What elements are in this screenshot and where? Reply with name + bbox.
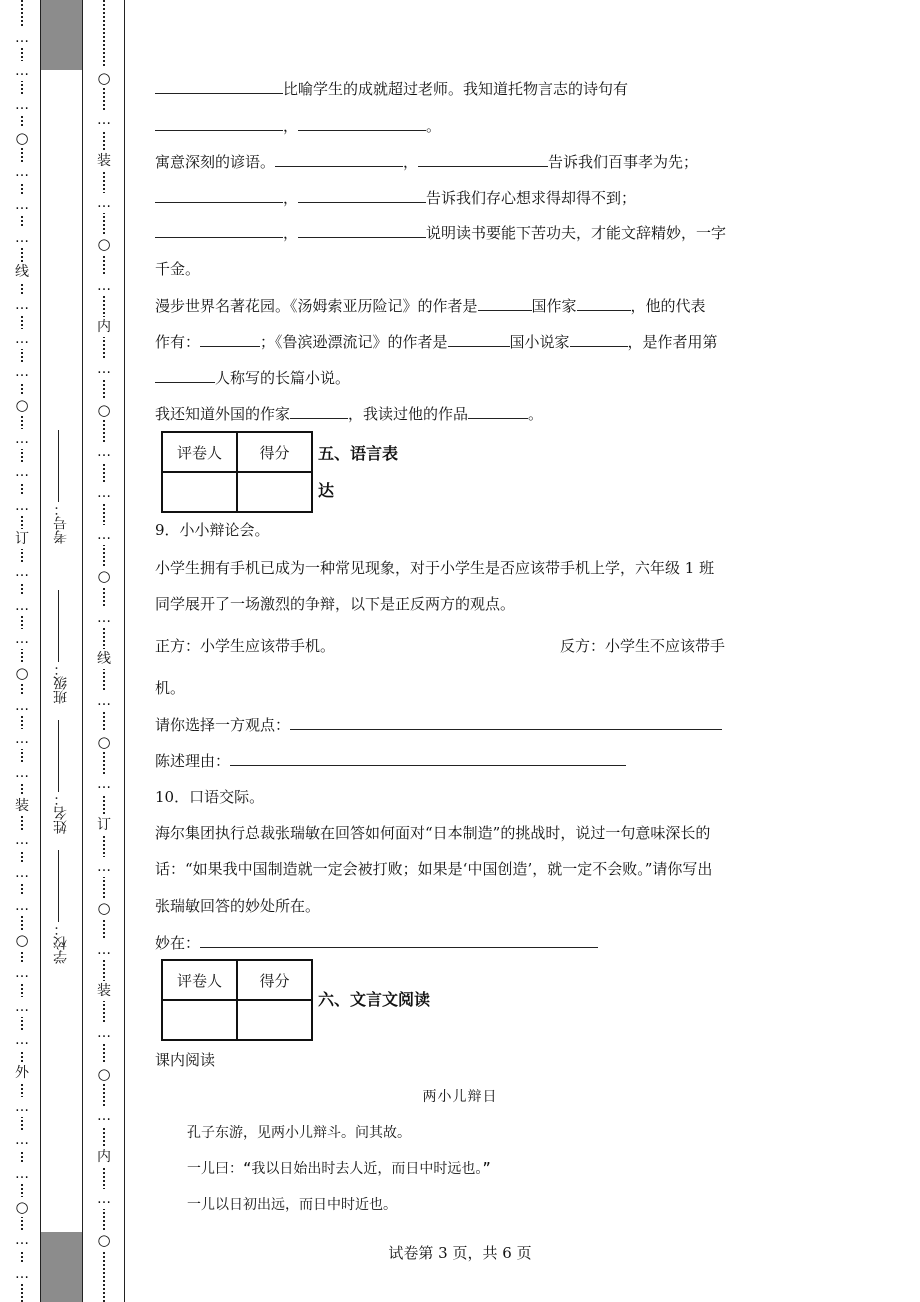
binding-dots: … xyxy=(97,775,111,792)
binding-dots: … xyxy=(15,430,29,447)
binding-circle-icon: ○ xyxy=(15,1198,29,1216)
fill-blank[interactable] xyxy=(298,187,426,203)
binding-circle-icon: ○ xyxy=(15,129,29,148)
score-cell[interactable] xyxy=(237,472,312,512)
line-5: ， 说明读书要能下苦功夫，才能文辞精妙，一字 xyxy=(155,222,726,243)
binding-dots: … xyxy=(97,858,111,875)
binding-margin xyxy=(0,0,130,1302)
binding-circle-icon: ○ xyxy=(97,899,111,917)
q10-paragraph: 话：“如果我中国制造就一定会被打败；如果是‘中国创造’，就一定不会败。”请你写出 xyxy=(155,860,713,878)
binding-dots: … xyxy=(15,631,29,648)
gray-band-top xyxy=(40,0,82,70)
line-4: ， 告诉我们存心想求得却得不到； xyxy=(155,187,636,208)
binding-dots: … xyxy=(15,831,29,848)
inner-cut-line xyxy=(96,0,112,1302)
binding-dots: … xyxy=(15,764,29,781)
school-field[interactable]: 学校： xyxy=(51,850,73,964)
binding-dots: … xyxy=(15,230,29,247)
binding-dots: … xyxy=(15,731,29,748)
fill-blank[interactable] xyxy=(155,222,283,238)
binding-label: 装 xyxy=(97,983,111,999)
binding-circle-icon: ○ xyxy=(97,235,111,253)
binding-dots: … xyxy=(97,485,111,501)
binding-dots: … xyxy=(97,526,111,543)
line-1: 比喻学生的成就超过老师。我知道托物言志的诗句有 xyxy=(155,78,628,99)
binding-dots: … xyxy=(97,1190,111,1207)
score-label: 得分 xyxy=(237,432,312,472)
answer-line[interactable] xyxy=(200,932,598,948)
section-6-title: 六、文言文阅读 xyxy=(318,990,431,1009)
binding-dots: … xyxy=(15,1232,29,1249)
binding-label: 线 xyxy=(97,651,111,667)
binding-dots: … xyxy=(97,277,111,294)
binding-dots: … xyxy=(15,364,29,380)
line-6: 千金。 xyxy=(155,260,201,278)
binding-label: 内 xyxy=(97,319,111,335)
line-8: 作有： ；《鲁滨逊漂流记》的作者是 国小说家 ，是作者用第 xyxy=(155,333,718,351)
binding-circle-icon: ○ xyxy=(15,396,29,415)
binding-dots: … xyxy=(97,941,111,958)
line-7: 漫步世界名著花园。《汤姆索亚历险记》的作者是 国作家 ，他的代表 xyxy=(155,297,706,315)
binding-label: 线 xyxy=(15,263,29,280)
q9-paragraph: 同学展开了一场激烈的争辩，以下是正反两方的观点。 xyxy=(155,595,516,613)
binding-dots: … xyxy=(97,1107,111,1124)
binding-dots: … xyxy=(97,609,111,626)
line-2: ， 。 xyxy=(155,115,441,136)
binding-dots: … xyxy=(97,360,111,377)
binding-dots: … xyxy=(15,1032,29,1048)
q10-paragraph: 海尔集团执行总裁张瑞敏在回答如何面对“日本制造”的挑战时，说过一句意味深长的 xyxy=(155,824,711,842)
fill-blank[interactable] xyxy=(298,115,426,131)
score-box xyxy=(161,959,313,1041)
binding-dots: … xyxy=(15,898,29,915)
grader-label: 评卷人 xyxy=(162,432,237,472)
fill-blank[interactable] xyxy=(298,222,426,238)
binding-dots: … xyxy=(15,30,29,46)
binding-dots: … xyxy=(97,111,111,128)
binding-dots: … xyxy=(15,163,29,180)
binding-dots: … xyxy=(15,330,29,347)
binding-circle-icon: ○ xyxy=(97,401,111,419)
fill-blank[interactable] xyxy=(155,367,215,383)
binding-dots: … xyxy=(15,965,29,982)
exam-number-field[interactable]: 考号： xyxy=(51,430,73,544)
grader-cell[interactable] xyxy=(162,472,237,512)
fill-blank[interactable] xyxy=(275,151,403,167)
binding-dots: … xyxy=(15,1165,29,1182)
name-field[interactable]: 姓名： xyxy=(51,720,73,834)
binding-dots: … xyxy=(97,194,111,211)
poem-line: 一儿曰：“我以日始出时去人近，而日中时远也。” xyxy=(187,1161,491,1177)
line-3: 寓意深刻的谚语。 ， 告诉我们百事孝为先； xyxy=(155,153,699,171)
binding-circle-icon: ○ xyxy=(15,930,29,949)
outer-cut-line xyxy=(14,0,30,1302)
binding-dots: … xyxy=(15,1098,29,1115)
fill-blank[interactable] xyxy=(290,403,348,419)
q9-choose: 请你选择一方观点： xyxy=(155,714,722,735)
q10-title: 10．口语交际。 xyxy=(155,788,265,806)
binding-dots: … xyxy=(15,698,29,714)
binding-dots: … xyxy=(15,497,29,514)
fill-blank[interactable] xyxy=(155,78,283,94)
binding-circle-icon: ○ xyxy=(97,1065,111,1083)
binding-dots: … xyxy=(15,865,29,881)
q9-con-view: 反方：小学生不应该带手 xyxy=(560,637,726,655)
score-box xyxy=(161,431,313,513)
binding-dots: … xyxy=(97,1024,111,1041)
fill-blank[interactable] xyxy=(155,115,283,131)
binding-dots: … xyxy=(15,297,29,314)
binding-dots: … xyxy=(15,197,29,213)
class-field[interactable]: 班级： xyxy=(51,590,73,704)
answer-line[interactable] xyxy=(230,750,626,766)
grader-label: 评卷人 xyxy=(162,960,237,1000)
binding-label: 内 xyxy=(97,1149,111,1165)
fill-blank[interactable] xyxy=(448,331,510,347)
fill-blank[interactable] xyxy=(155,187,283,203)
poem-line: 一儿以日初出远，而日中时近也。 xyxy=(187,1197,397,1213)
binding-circle-icon: ○ xyxy=(15,663,29,682)
q9-paragraph: 小学生拥有手机已成为一种常见现象，对于小学生是否应该带手机上学，六年级 1 班 xyxy=(155,559,715,577)
fill-blank[interactable] xyxy=(478,295,532,311)
fill-blank[interactable] xyxy=(570,331,628,347)
binding-dots: … xyxy=(97,443,111,460)
binding-dots: … xyxy=(15,998,29,1015)
section-5-title-cont: 达 xyxy=(318,481,335,500)
binding-circle-icon: ○ xyxy=(97,567,111,585)
binding-label: 装 xyxy=(97,153,111,169)
fill-blank[interactable] xyxy=(577,295,631,311)
score-cell[interactable] xyxy=(237,1000,312,1040)
line-10: 我还知道外国的作家 ，我读过他的作品 。 xyxy=(155,405,544,423)
binding-dots: … xyxy=(97,692,111,709)
binding-circle-icon: ○ xyxy=(97,69,111,87)
binding-label: 外 xyxy=(15,1065,29,1082)
grader-cell[interactable] xyxy=(162,1000,237,1040)
line-9: 人称写的长篇小说。 xyxy=(155,367,350,388)
binding-dots: … xyxy=(15,1132,29,1149)
fill-blank[interactable] xyxy=(418,151,548,167)
fill-blank[interactable] xyxy=(200,331,260,347)
binding-circle-icon: ○ xyxy=(97,733,111,751)
poem-line: 孔子东游，见两小儿辩斗。问其故。 xyxy=(187,1125,411,1141)
poem-title: 两小儿辩日 xyxy=(422,1089,498,1105)
binding-label: 装 xyxy=(15,798,29,815)
binding-dots: … xyxy=(15,96,29,113)
binding-dots: … xyxy=(15,1265,29,1282)
q9-pro-view: 正方：小学生应该带手机。 xyxy=(155,637,336,655)
q9-title: 9．小小辩论会。 xyxy=(155,521,270,539)
binding-dots: … xyxy=(15,597,29,614)
binding-circle-icon: ○ xyxy=(97,1231,111,1249)
page-footer: 试卷第 3 页，共 6 页 xyxy=(388,1244,532,1262)
q10-answer: 妙在： xyxy=(155,932,598,953)
q10-paragraph: 张瑞敏回答的妙处所在。 xyxy=(155,897,321,915)
section-5-title: 五、语言表 xyxy=(318,444,399,463)
answer-line[interactable] xyxy=(290,714,722,730)
binding-label: 订 xyxy=(15,531,29,547)
binding-dots: … xyxy=(15,464,29,481)
q9-reason: 陈述理由： xyxy=(155,750,626,771)
fill-blank[interactable] xyxy=(468,403,528,419)
binding-dots: … xyxy=(15,63,29,80)
binding-dots: … xyxy=(15,564,29,581)
q9-con-view-cont: 机。 xyxy=(155,679,186,697)
reading-label: 课内阅读 xyxy=(155,1051,216,1069)
score-label: 得分 xyxy=(237,960,312,1000)
binding-label: 订 xyxy=(97,817,111,833)
